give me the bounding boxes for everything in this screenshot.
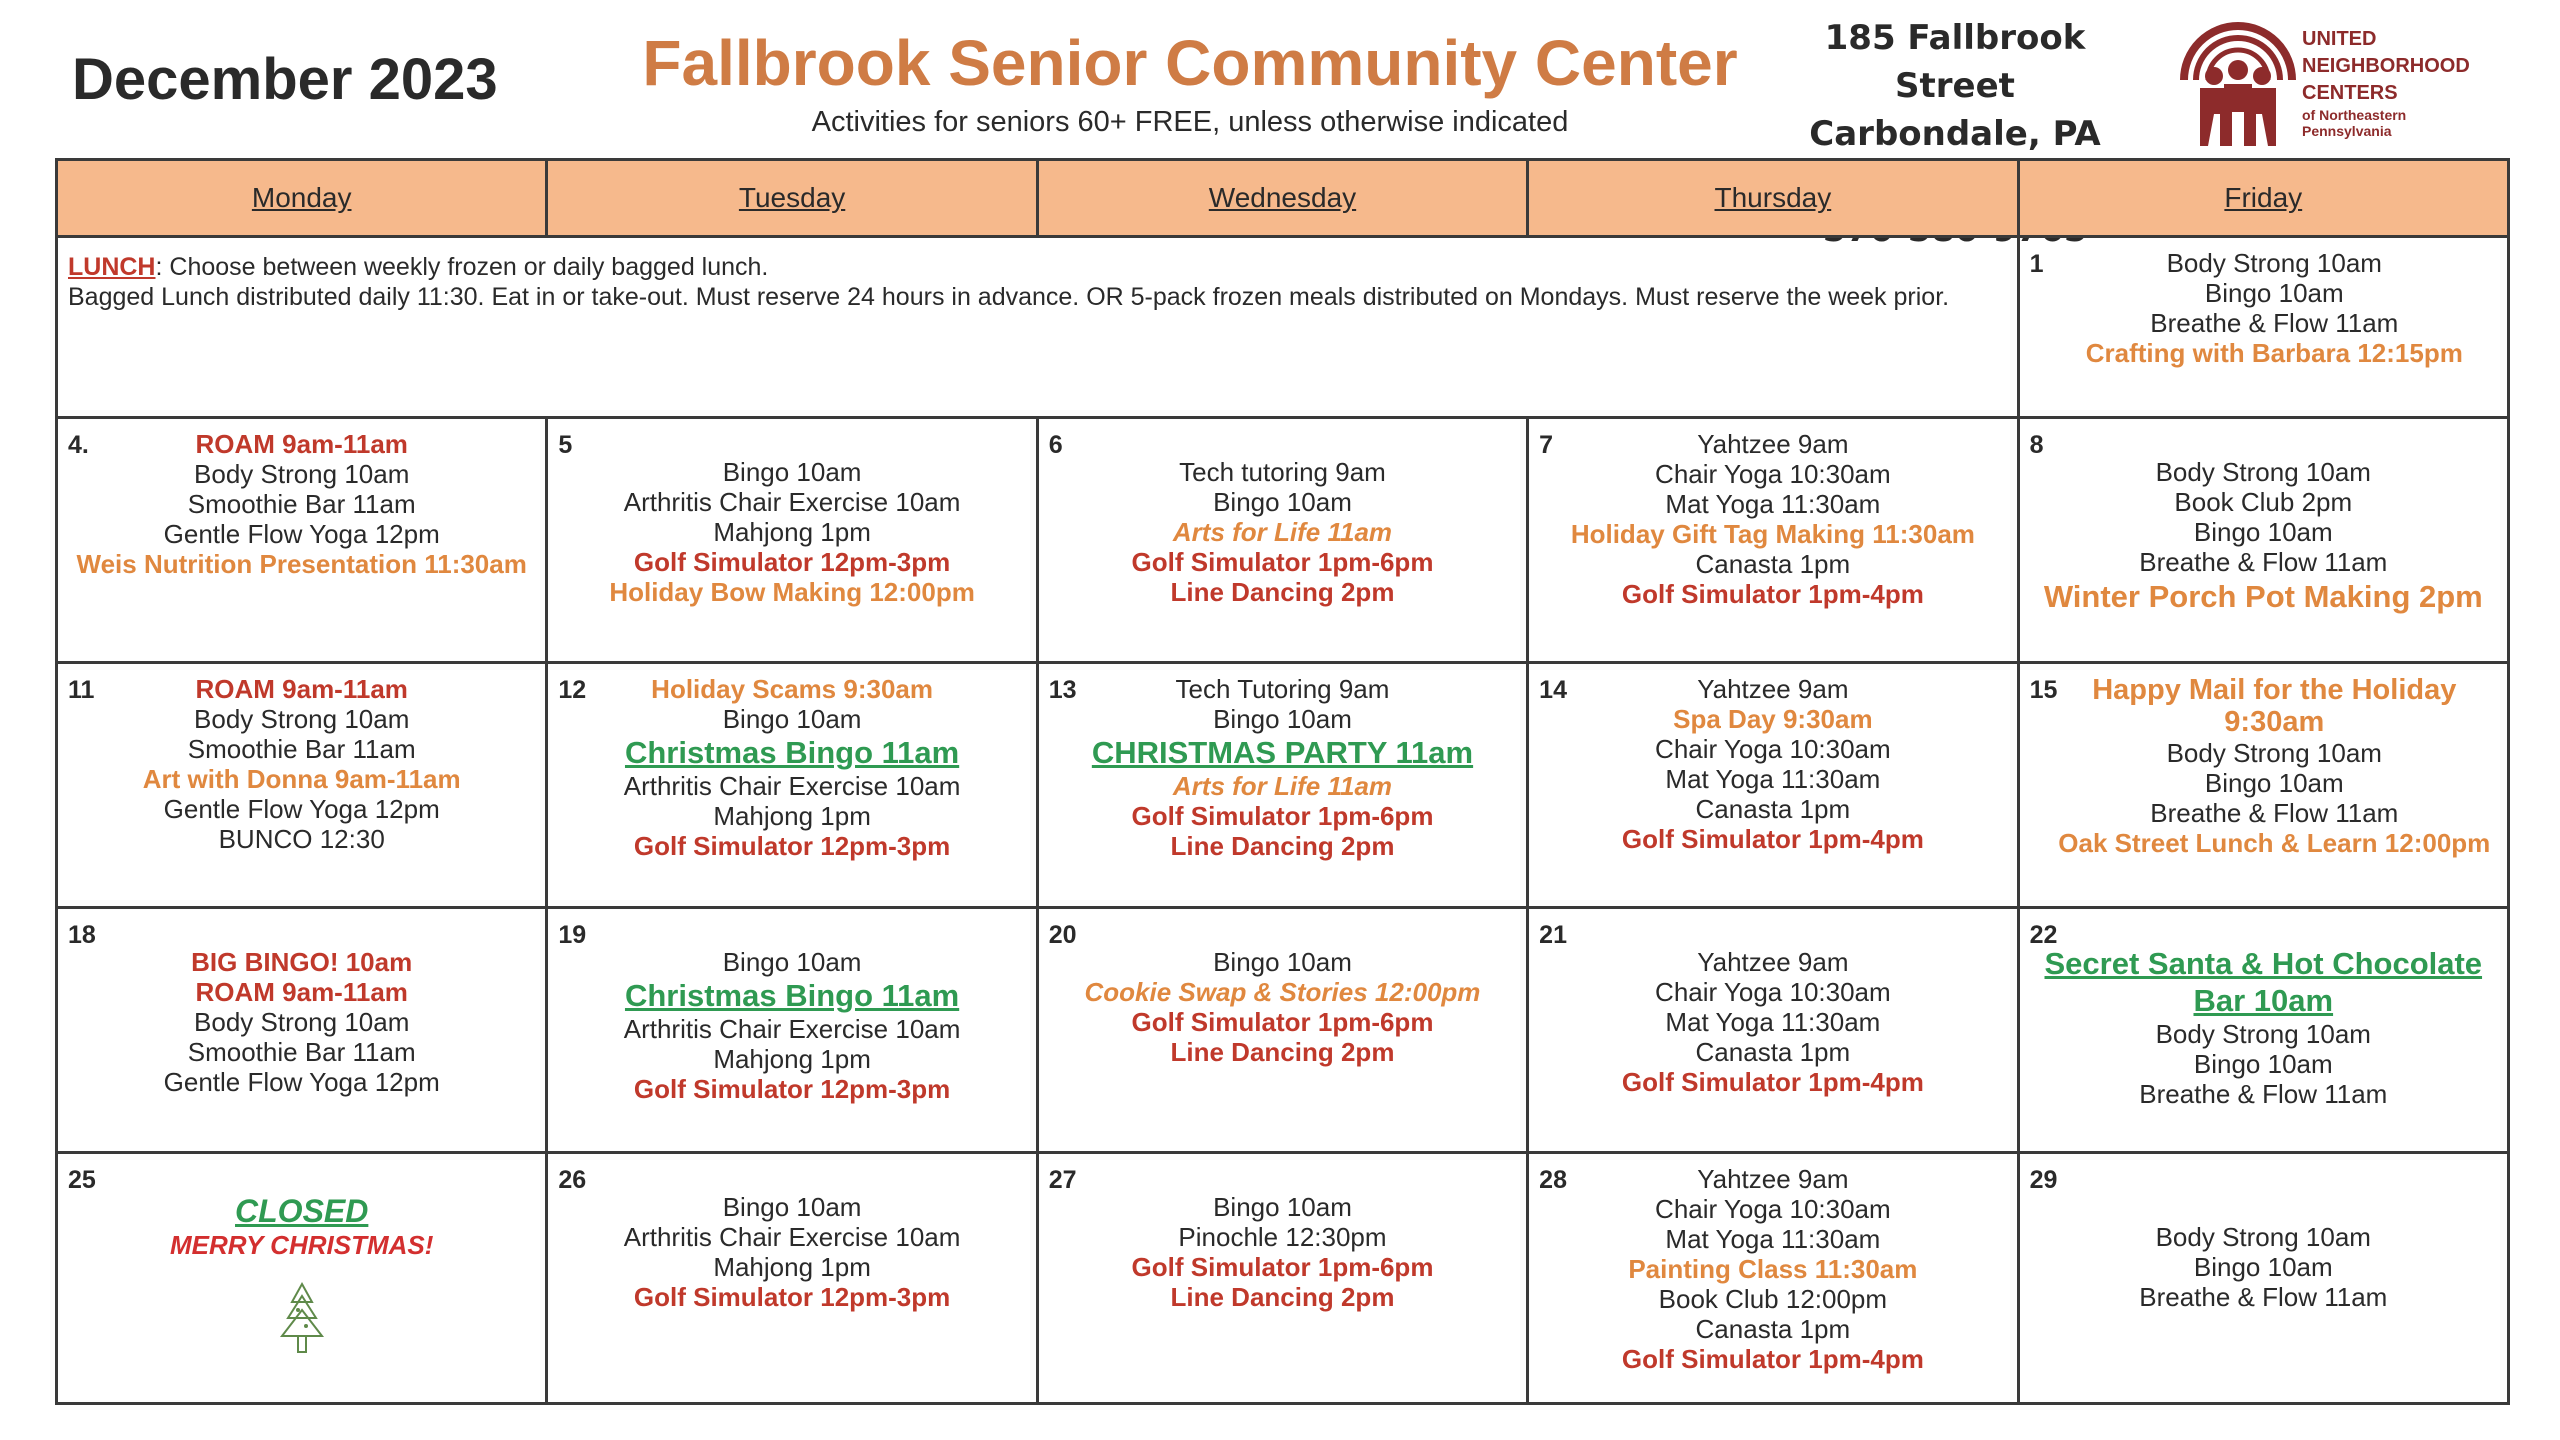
event: Bingo 10am: [722, 947, 862, 977]
lunch-line1: : Choose between weekly frozen or daily bagged lunch.: [155, 253, 769, 281]
event-highlight: Cookie Swap & Stories 12:00pm: [1084, 977, 1481, 1007]
day-cell-13: [1037, 663, 1527, 908]
event: Breathe & Flow 11am: [2150, 798, 2399, 828]
event: Mahjong 1pm: [713, 517, 871, 547]
event: Chair Yoga 10:30am: [1655, 1194, 1891, 1224]
event-highlight: ROAM 9am-11am: [195, 977, 408, 1007]
event-featured: Christmas Bingo 11am: [624, 735, 960, 770]
event-highlight: ROAM 9am-11am: [195, 429, 408, 459]
event-highlight: Arts for Life 11am: [1172, 517, 1393, 547]
day-number: 13: [1048, 676, 1077, 704]
event: Breathe & Flow 11am: [2139, 547, 2388, 577]
event: Mat Yoga 11:30am: [1665, 489, 1881, 519]
event: Breathe & Flow 11am: [2150, 308, 2399, 338]
event-highlight: Arts for Life 11am: [1172, 771, 1393, 801]
holiday-greeting: MERRY CHRISTMAS!: [170, 1230, 434, 1260]
day-number: 4.: [68, 431, 89, 459]
day-number: 28: [1539, 1166, 1567, 1194]
weekday-thursday: Thursday: [1528, 160, 2018, 237]
event: Smoothie Bar 11am: [187, 734, 416, 764]
event: Mat Yoga 11:30am: [1665, 1224, 1881, 1254]
event-highlight: Golf Simulator 1pm-4pm: [1621, 579, 1924, 609]
event: Gentle Flow Yoga 12pm: [163, 794, 440, 824]
event: Bingo 10am: [2204, 768, 2344, 798]
day-number: 20: [1048, 921, 1077, 949]
event-highlight: Art with Donna 9am-11am: [142, 764, 461, 794]
event-highlight: Holiday Bow Making 12:00pm: [609, 577, 975, 607]
logo-line: NEIGHBORHOOD: [2302, 55, 2470, 77]
weekday-tuesday: Tuesday: [547, 160, 1037, 237]
event-featured: Christmas Bingo 11am: [624, 978, 960, 1013]
event: Book Club 12:00pm: [1658, 1284, 1888, 1314]
unc-logo-icon: [2178, 18, 2298, 150]
event-featured: CHRISTMAS PARTY 11am: [1091, 735, 1474, 770]
christmas-tree-icon: [274, 1280, 330, 1358]
event-highlight: Golf Simulator 12pm-3pm: [633, 547, 951, 577]
day-number: 25: [68, 1166, 96, 1194]
event-featured: Secret Santa & Hot Chocolate Bar 10am: [2044, 946, 2483, 1018]
lunch-label: LUNCH: [68, 253, 156, 281]
event: Mat Yoga 11:30am: [1665, 1007, 1881, 1037]
day-number: 7: [1539, 431, 1554, 459]
event-highlight: Line Dancing 2pm: [1170, 1037, 1395, 1067]
event: Canasta 1pm: [1695, 1314, 1851, 1344]
day-number: 22: [2029, 921, 2058, 949]
event: Yahtzee 9am: [1697, 1164, 1849, 1194]
day-number: 27: [1048, 1166, 1077, 1194]
event-highlight: Golf Simulator 12pm-3pm: [633, 1282, 951, 1312]
day-number: 18: [68, 921, 96, 949]
day-cell-21: [1528, 908, 2018, 1153]
weekday-header-row: [57, 160, 2509, 237]
event-highlight: ROAM 9am-11am: [195, 674, 408, 704]
event: Bingo 10am: [1213, 704, 1352, 734]
logo-line: CENTERS: [2302, 82, 2398, 104]
event: Body Strong 10am: [194, 1007, 410, 1037]
day-cell-14: [1528, 663, 2018, 908]
center-title: Fallbrook Senior Community Center: [642, 27, 1738, 99]
event-highlight: Golf Simulator 1pm-6pm: [1131, 547, 1434, 577]
logo-subline: Pennsylvania: [2302, 123, 2392, 139]
event-highlight: Holiday Gift Tag Making 11:30am: [1570, 519, 1975, 549]
day-cell-1: [2018, 237, 2508, 418]
subtitle: Activities for seniors 60+ FREE, unless otherwise indicated: [811, 106, 1569, 138]
day-cell-22: [2018, 908, 2508, 1153]
event: Bingo 10am: [2204, 278, 2344, 308]
address-city: Carbondale, PA: [1809, 114, 2101, 154]
event: Bingo 10am: [1213, 947, 1352, 977]
event-highlight: Golf Simulator 1pm-6pm: [1131, 801, 1434, 831]
event-highlight: Happy Mail for the Holiday 9:30am: [2092, 674, 2457, 738]
event: Arthritis Chair Exercise 10am: [623, 1014, 961, 1044]
day-number: 21: [1539, 921, 1567, 949]
event-highlight: Golf Simulator 1pm-4pm: [1621, 1344, 1924, 1374]
event: Body Strong 10am: [2155, 1222, 2371, 1252]
day-number: 1: [2029, 250, 2044, 278]
day-number: 15: [2029, 676, 2058, 704]
event: Body Strong 10am: [2166, 738, 2382, 768]
event: Chair Yoga 10:30am: [1655, 459, 1891, 489]
event-highlight: Golf Simulator 12pm-3pm: [633, 1074, 951, 1104]
weekday-monday: Monday: [57, 160, 547, 237]
event-highlight: Line Dancing 2pm: [1170, 1282, 1395, 1312]
event: Body Strong 10am: [2155, 457, 2371, 487]
event: Mahjong 1pm: [713, 1252, 871, 1282]
event: Body Strong 10am: [194, 704, 410, 734]
event: Bingo 10am: [2193, 1252, 2333, 1282]
weekday-wednesday: Wednesday: [1037, 160, 1527, 237]
logo-line: UNITED: [2302, 28, 2377, 50]
day-number: 26: [558, 1166, 587, 1194]
day-cell-18: [57, 908, 547, 1153]
event-highlight: Golf Simulator 1pm-4pm: [1621, 1067, 1924, 1097]
day-cell-12: [547, 663, 1037, 908]
event-highlight: Painting Class 11:30am: [1628, 1254, 1918, 1284]
event-highlight: BIG BINGO! 10am: [191, 947, 413, 977]
day-number: 19: [558, 921, 587, 949]
event-highlight: Line Dancing 2pm: [1170, 831, 1395, 861]
day-number: 14: [1539, 676, 1567, 704]
event: Bingo 10am: [722, 704, 862, 734]
event-highlight: Golf Simulator 12pm-3pm: [633, 831, 951, 861]
event: Chair Yoga 10:30am: [1655, 734, 1891, 764]
day-cell-28: [1528, 1153, 2018, 1404]
event: Bingo 10am: [722, 457, 862, 487]
day-cell-11: [57, 663, 547, 908]
day-cell-4: [57, 418, 547, 663]
event-highlight: Golf Simulator 1pm-6pm: [1131, 1007, 1434, 1037]
event: Bingo 10am: [722, 1192, 862, 1222]
day-cell-6: [1037, 418, 1527, 663]
event-highlight: Line Dancing 2pm: [1170, 577, 1395, 607]
event-highlight: Weis Nutrition Presentation 11:30am: [76, 549, 527, 579]
event: Bingo 10am: [2193, 517, 2333, 547]
month-title: December 2023: [72, 47, 498, 112]
lunch-info-cell: [57, 237, 2019, 418]
week-row: [57, 418, 2509, 663]
address-street: 185 Fallbrook Street: [1824, 18, 2086, 106]
day-cell-27: [1037, 1153, 1527, 1404]
day-cell-26: [547, 1153, 1037, 1404]
event: Arthritis Chair Exercise 10am: [623, 771, 961, 801]
event: Breathe & Flow 11am: [2139, 1079, 2388, 1109]
event: Canasta 1pm: [1695, 794, 1851, 824]
day-cell-8: [2018, 418, 2508, 663]
event: Yahtzee 9am: [1697, 947, 1849, 977]
event: Yahtzee 9am: [1697, 674, 1849, 704]
event: Pinochle 12:30pm: [1178, 1222, 1387, 1252]
event-highlight: Crafting with Barbara 12:15pm: [2085, 338, 2463, 368]
event: Mat Yoga 11:30am: [1665, 764, 1881, 794]
day-cell-5: [547, 418, 1037, 663]
event: Smoothie Bar 11am: [187, 1037, 416, 1067]
weekday-friday: Friday: [2018, 160, 2508, 237]
day-cell-25: [57, 1153, 547, 1404]
event: Breathe & Flow 11am: [2139, 1282, 2388, 1312]
week-row: [57, 663, 2509, 908]
lunch-line2: Bagged Lunch distributed daily 11:30. Eat in or take-out. Must reserve 24 hours in advance. OR 5-pack frozen meals distributed on Mondays. Must reserve the week prior.: [68, 283, 1950, 311]
event: Bingo 10am: [2193, 1049, 2333, 1079]
week-row: [57, 237, 2509, 418]
logo-wordmark: [2302, 26, 2542, 139]
event: Bingo 10am: [1213, 1192, 1352, 1222]
event: Gentle Flow Yoga 12pm: [163, 519, 440, 549]
week-row: [57, 1153, 2509, 1404]
event-highlight: Golf Simulator 1pm-4pm: [1621, 824, 1924, 854]
event: Bingo 10am: [1213, 487, 1352, 517]
event: Arthritis Chair Exercise 10am: [623, 1222, 961, 1252]
day-cell-20: [1037, 908, 1527, 1153]
event: Mahjong 1pm: [713, 801, 871, 831]
day-number: 11: [68, 676, 95, 704]
event: Canasta 1pm: [1695, 1037, 1851, 1067]
event-highlight: Winter Porch Pot Making 2pm: [2043, 579, 2483, 614]
event: Mahjong 1pm: [713, 1044, 871, 1074]
day-number: 29: [2029, 1166, 2058, 1194]
event-highlight: Golf Simulator 1pm-6pm: [1131, 1252, 1434, 1282]
event-highlight: Holiday Scams 9:30am: [651, 674, 933, 704]
logo-subline: of Northeastern: [2302, 107, 2407, 123]
event: Tech Tutoring 9am: [1175, 674, 1390, 704]
event: Arthritis Chair Exercise 10am: [623, 487, 961, 517]
day-number: 12: [558, 676, 587, 704]
event: Body Strong 10am: [194, 459, 410, 489]
day-cell-7: [1528, 418, 2018, 663]
event: Body Strong 10am: [2155, 1019, 2371, 1049]
event: Chair Yoga 10:30am: [1655, 977, 1891, 1007]
day-cell-15: [2018, 663, 2508, 908]
day-cell-29: [2018, 1153, 2508, 1404]
event: Body Strong 10am: [2166, 248, 2382, 278]
event: Smoothie Bar 11am: [187, 489, 416, 519]
day-number: 5: [558, 431, 573, 459]
closed-notice: CLOSED: [235, 1193, 369, 1229]
lunch-info: [58, 238, 2017, 312]
event: Canasta 1pm: [1695, 549, 1851, 579]
event-highlight: Oak Street Lunch & Learn 12:00pm: [2058, 828, 2491, 858]
event: Gentle Flow Yoga 12pm: [163, 1067, 440, 1097]
event: BUNCO 12:30: [218, 824, 385, 854]
day-cell-19: [547, 908, 1037, 1153]
event: Book Club 2pm: [2174, 487, 2353, 517]
event-highlight: Spa Day 9:30am: [1673, 704, 1873, 734]
week-row: [57, 908, 2509, 1153]
day-number: 8: [2029, 431, 2044, 459]
event: Tech tutoring 9am: [1179, 457, 1386, 487]
event: Yahtzee 9am: [1697, 429, 1849, 459]
day-number: 6: [1048, 431, 1063, 459]
calendar-grid: [55, 158, 2510, 1405]
